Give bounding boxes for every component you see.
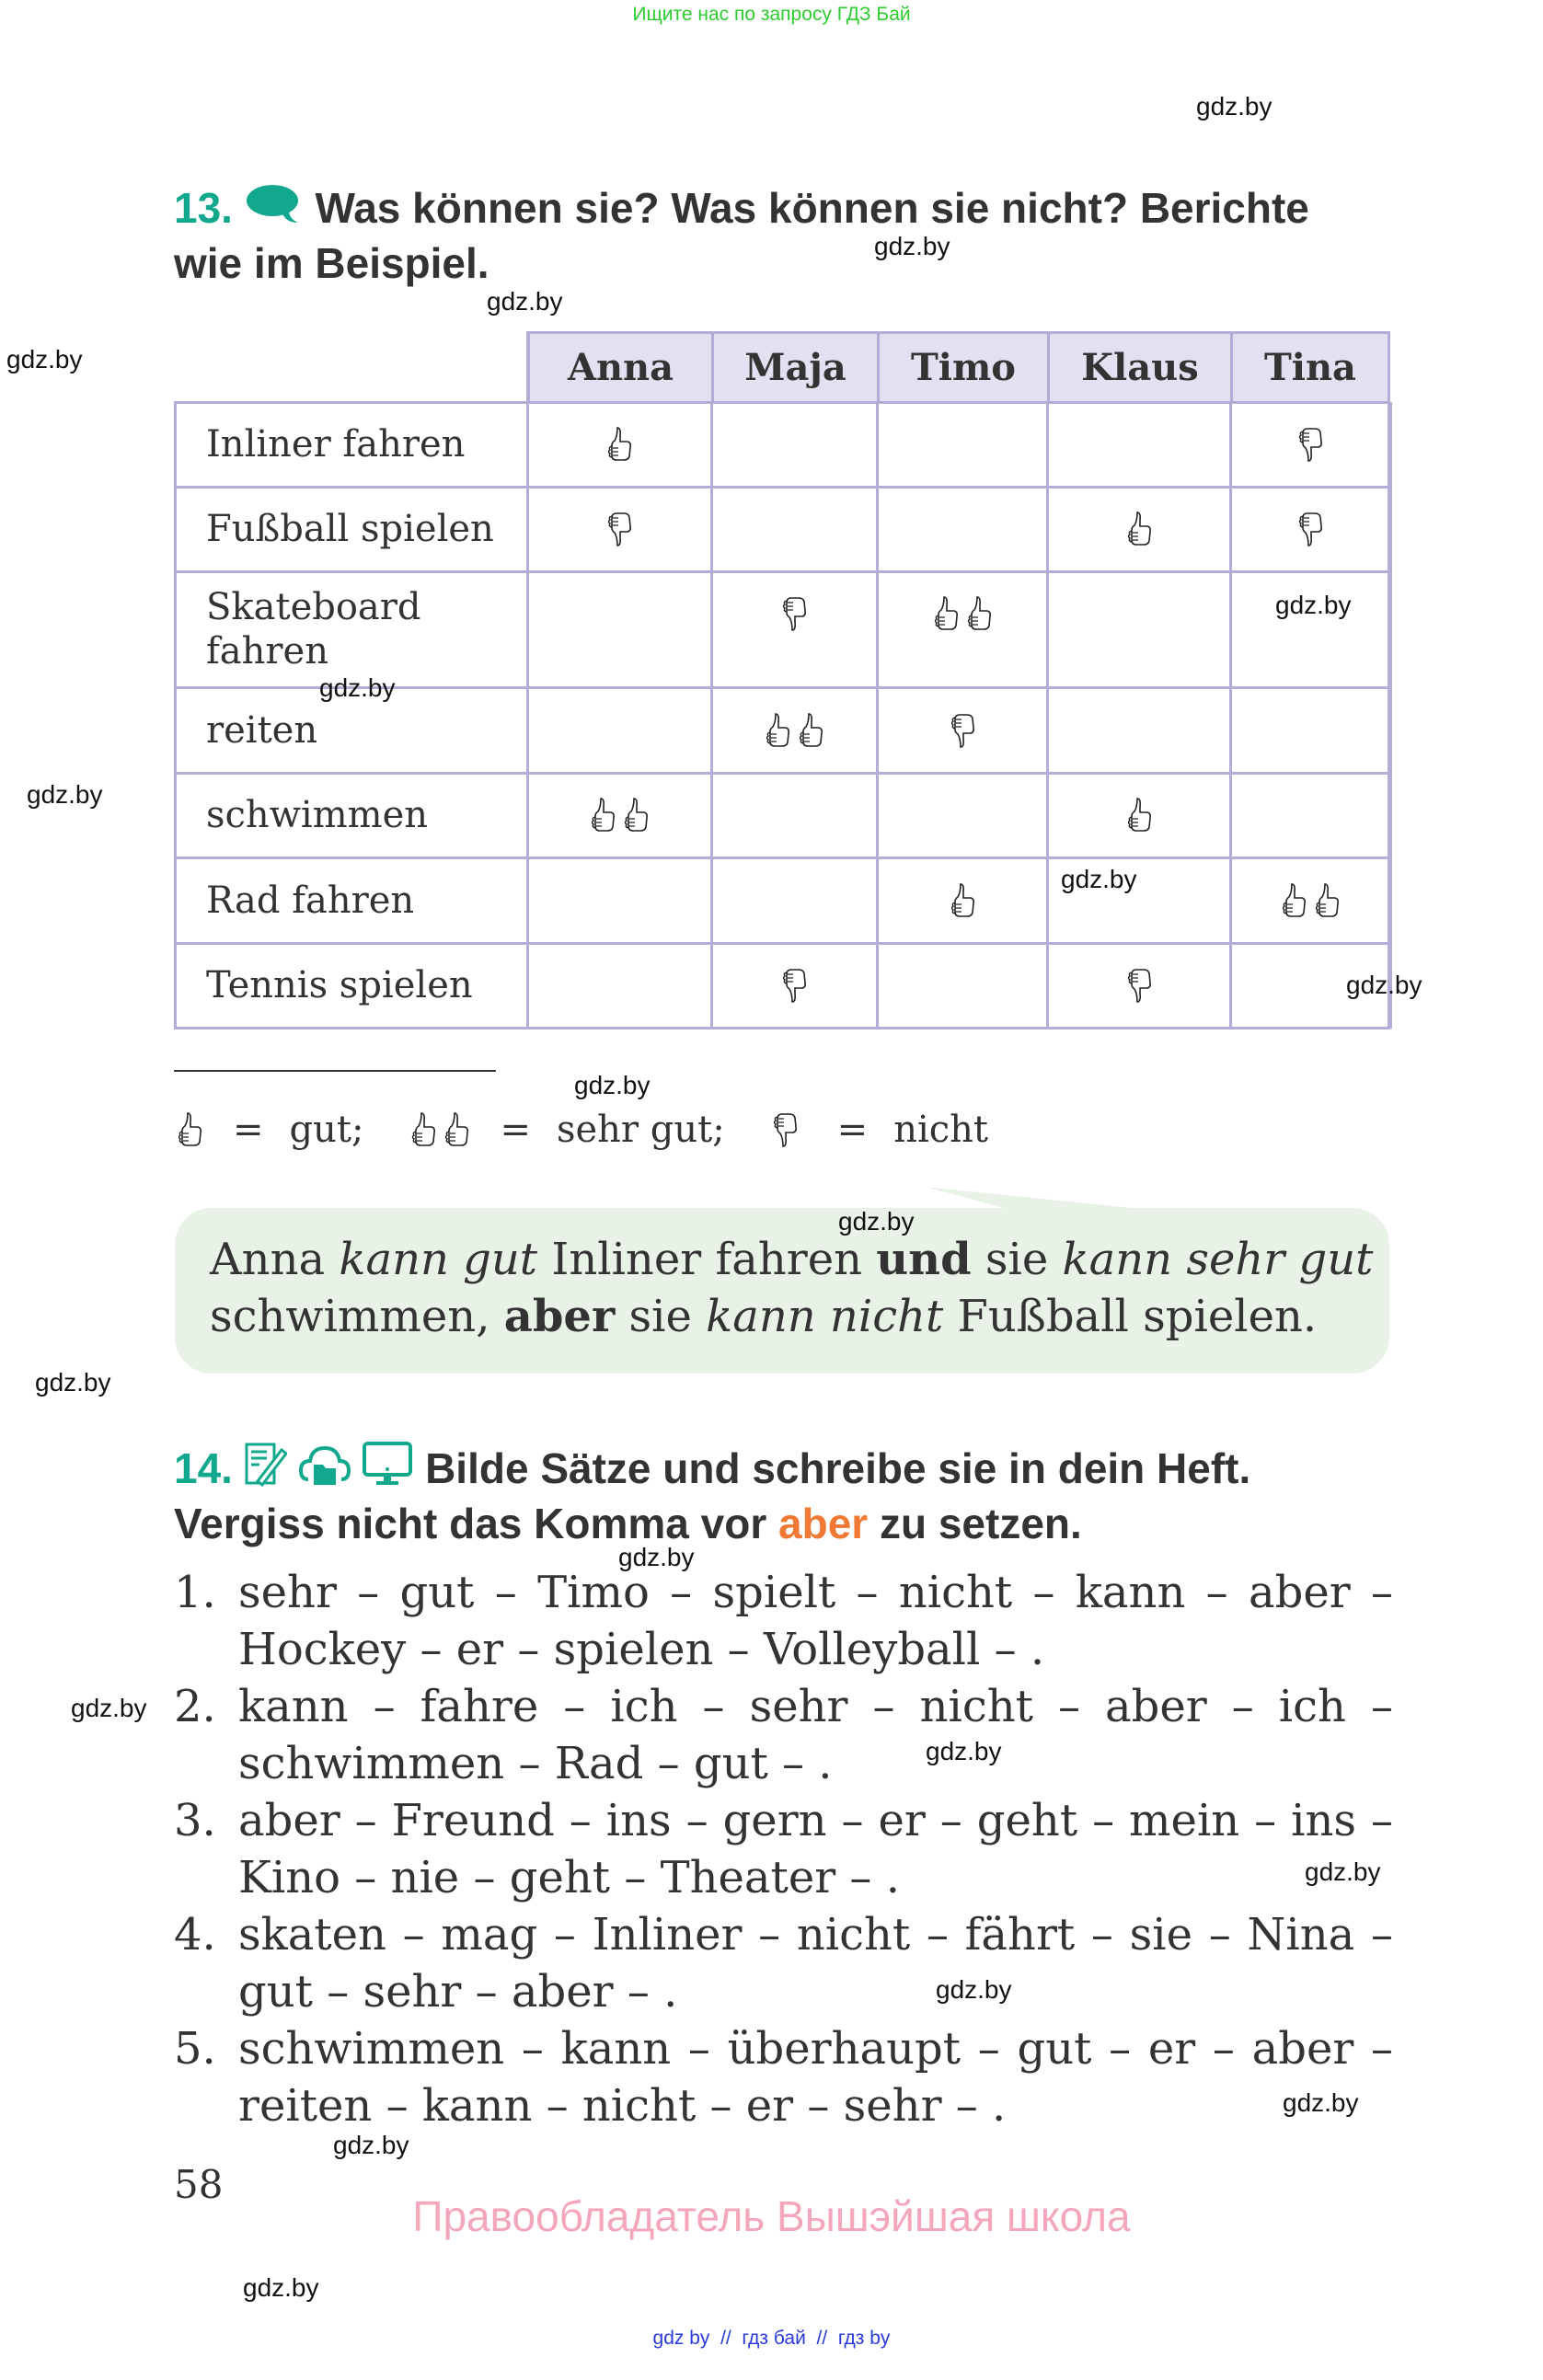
thumb-down-icon (877, 687, 1047, 773)
list-item (174, 1906, 1393, 2020)
legend-equals: = (836, 1109, 869, 1151)
footnote-divider (174, 1070, 496, 1072)
row-label-text: Inliner fahren (206, 423, 466, 466)
example-text (210, 1231, 1378, 1345)
empty-cell (711, 402, 877, 487)
thumb-down-icon (1230, 402, 1390, 487)
watermark: gdz.by (487, 287, 563, 316)
example-text-segment: sie (971, 1234, 1063, 1285)
watermark: gdz.by (618, 1543, 695, 1571)
thumb-up-icon (1047, 487, 1230, 571)
watermark: gdz.by (319, 673, 396, 702)
thumb-down-icon (1047, 943, 1230, 1028)
thumb-up-icon (1047, 773, 1230, 857)
example-text-segment: Inliner fahren (537, 1234, 877, 1285)
legend-nicht: nicht (893, 1109, 988, 1151)
column-header-anna: Anna (527, 331, 714, 404)
two-thumbs-up-icon (1230, 857, 1390, 943)
row-label (174, 943, 527, 1028)
example-italic: kann sehr gut (1062, 1234, 1374, 1285)
exercise-13-number: 13. (174, 184, 233, 232)
empty-cell (1230, 687, 1390, 773)
list-item (174, 2020, 1393, 2134)
row-label-text: Skateboard (206, 586, 421, 628)
empty-cell (877, 943, 1047, 1028)
column-header-klaus: Klaus (1047, 331, 1233, 404)
two-thumbs-up-icon (527, 773, 711, 857)
item-number: 1. (174, 1567, 216, 1618)
rights-holder: Правообладатель Вышэйшая школа (412, 2192, 1131, 2240)
row-label-text: fahren (206, 630, 328, 673)
item-number: 2. (174, 1681, 216, 1732)
two-thumbs-up-icon (877, 571, 1047, 656)
row-label (174, 773, 527, 857)
legend-gut: gut; (289, 1109, 364, 1151)
watermark: gdz.by (35, 1368, 111, 1397)
example-italic: kann nicht (706, 1291, 944, 1342)
cloud-folder-icon (299, 1443, 351, 1498)
empty-cell (1047, 402, 1230, 487)
item-text: kann – fahre – ich – sehr – nicht – aber – ich – schwimmen – Rad – gut – . (238, 1681, 1393, 1789)
row-label-text: Tennis spielen (206, 964, 473, 1006)
item-number: 3. (174, 1795, 216, 1846)
empty-cell (527, 571, 711, 656)
watermark: gdz.by (1346, 971, 1422, 999)
empty-cell (877, 773, 1047, 857)
row-label (174, 857, 527, 943)
example-text-segment: sie (615, 1291, 707, 1342)
exercise-14-title-line2-before: Vergiss nicht das Komma vor (174, 1500, 779, 1547)
watermark: gdz.by (1305, 1857, 1381, 1886)
row-label (174, 402, 527, 487)
exercise-13-title-line1: Was können sie? Was können sie nicht? Berichte (315, 184, 1309, 232)
legend (174, 1102, 988, 1157)
empty-cell (877, 487, 1047, 571)
thumb-up-icon (877, 857, 1047, 943)
exercise-14-heading (174, 1441, 1393, 1549)
thumb-down-icon (711, 943, 877, 1028)
write-notebook-icon (245, 1443, 287, 1498)
empty-cell (1047, 687, 1230, 773)
thumb-up-icon (527, 402, 711, 487)
empty-cell (527, 943, 711, 1028)
watermark: gdz.by (574, 1071, 651, 1099)
page-number: 58 (174, 2162, 224, 2207)
monitor-icon (362, 1441, 413, 1498)
exercise-14-number: 14. (174, 1444, 233, 1492)
legend-sehr-gut: sehr gut; (556, 1109, 725, 1151)
watermark: gdz.by (838, 1207, 915, 1236)
watermark: gdz.by (1196, 92, 1272, 121)
example-bold: und (876, 1234, 972, 1285)
row-label-text: reiten (206, 708, 318, 752)
exercise-14-title-line1: Bilde Sätze und schreibe sie in dein Heft. (425, 1444, 1251, 1492)
empty-cell (1047, 571, 1230, 656)
thumb-up-icon (174, 1110, 205, 1149)
empty-cell (711, 773, 877, 857)
row-label (174, 487, 527, 571)
example-text-segment: Anna (210, 1234, 340, 1285)
list-item (174, 1564, 1393, 1678)
legend-equals: = (233, 1109, 264, 1151)
list-item (174, 1792, 1393, 1906)
watermark: gdz.by (1061, 865, 1137, 893)
watermark: gdz.by (926, 1737, 1002, 1765)
column-header-maja: Maja (711, 331, 880, 404)
sentence-list (174, 1564, 1393, 2134)
empty-cell (527, 687, 711, 773)
empty-cell (711, 857, 877, 943)
empty-cell (527, 857, 711, 943)
example-text-segment: schwimmen, (210, 1291, 504, 1342)
watermark: gdz.by (333, 2131, 409, 2159)
watermark: gdz.by (936, 1975, 1012, 2004)
item-number: 5. (174, 2023, 216, 2075)
column-header-tina: Tina (1230, 331, 1390, 404)
footer-links[interactable]: gdz by // гдз бай // гдз by (652, 2328, 891, 2349)
speech-bubble-icon (245, 182, 304, 237)
empty-cell (877, 402, 1047, 487)
thumb-down-icon (769, 1110, 800, 1149)
watermark: gdz.by (6, 345, 83, 374)
item-number: 4. (174, 1909, 216, 1960)
row-label-text: Fußball spielen (206, 508, 494, 550)
thumb-down-icon (711, 571, 877, 656)
empty-cell (711, 487, 877, 571)
item-text: aber – Freund – ins – gern – er – geht – mein – ins – Kino – nie – geht – Theater – . (238, 1795, 1393, 1903)
highlight-aber: aber (778, 1500, 869, 1547)
list-item (174, 1678, 1393, 1792)
watermark: gdz.by (71, 1694, 147, 1722)
watermark: gdz.by (1275, 591, 1352, 619)
watermark: gdz.by (1283, 2088, 1359, 2117)
row-label (174, 571, 527, 687)
item-text: schwimmen – kann – überhaupt – gut – er – aber – reiten – kann – nicht – er – sehr – . (238, 2023, 1393, 2132)
example-text-segment: Fußball spielen. (943, 1291, 1318, 1342)
exercise-13-heading (174, 182, 1393, 289)
legend-equals: = (500, 1109, 531, 1151)
top-banner: Ищите нас по запросу ГДЗ Бай (632, 4, 911, 25)
watermark: gdz.by (874, 232, 950, 260)
item-text: sehr – gut – Timo – spielt – nicht – kann – aber – Hockey – er – spielen – Volleyball – . (238, 1567, 1393, 1675)
two-thumbs-up-icon (711, 687, 877, 773)
row-label-text: schwimmen (206, 794, 429, 836)
two-thumbs-up-icon (408, 1110, 472, 1149)
example-bold: aber (503, 1291, 616, 1342)
column-header-timo: Timo (877, 331, 1050, 404)
empty-cell (1230, 773, 1390, 857)
exercise-13-title-line2: wie im Beispiel. (174, 239, 489, 287)
row-label-text: Rad fahren (206, 879, 415, 922)
watermark: gdz.by (27, 780, 103, 809)
thumb-down-icon (527, 487, 711, 571)
exercise-14-title-line2-after: zu setzen. (868, 1500, 1082, 1547)
example-italic: kann gut (339, 1234, 538, 1285)
item-text: skaten – mag – Inliner – nicht – fährt – sie – Nina – gut – sehr – aber – . (238, 1909, 1393, 2018)
thumb-down-icon (1230, 487, 1390, 571)
watermark: gdz.by (243, 2273, 319, 2302)
